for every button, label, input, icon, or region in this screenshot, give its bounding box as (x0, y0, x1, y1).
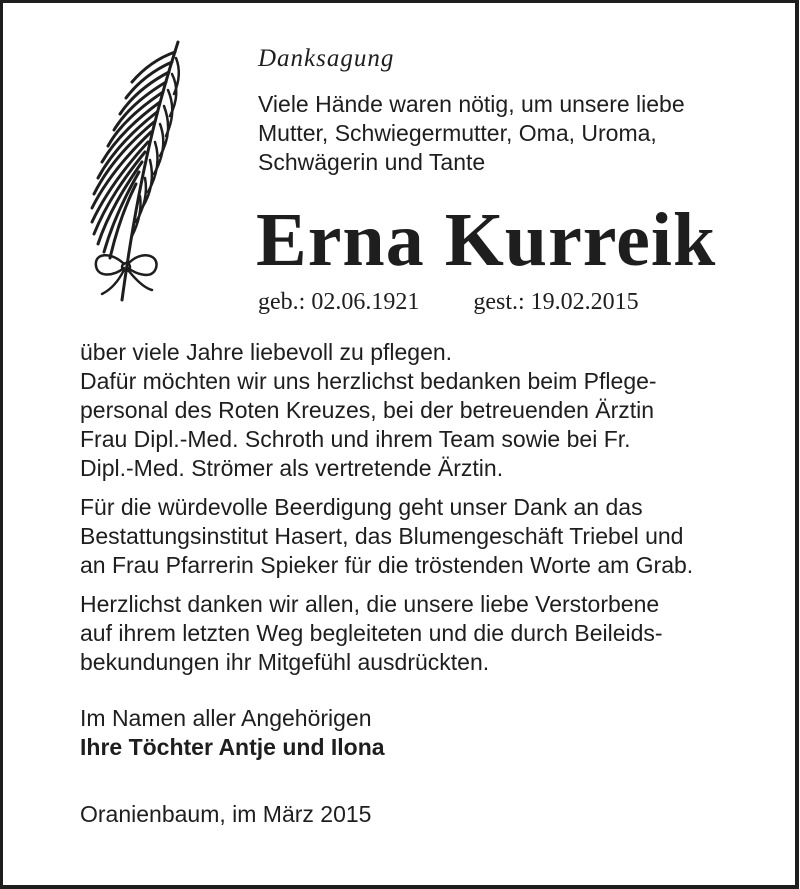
birth-date: geb.: 02.06.1921 (258, 289, 420, 315)
text-line: personal des Roten Kreuzes, bei der betreuenden Ärztin (80, 397, 655, 423)
place-date: Oranienbaum, im März 2015 (80, 801, 372, 827)
paragraph-thanks-mourners (80, 590, 790, 677)
intro-text (258, 90, 778, 177)
notice-heading: Danksagung (258, 45, 395, 72)
text-line: bekundungen ihr Mitgefühl ausdrückten. (80, 649, 490, 675)
text-line: an Frau Pfarrerin Spieker für die tröstenden Worte am Grab. (80, 552, 694, 578)
life-dates (258, 287, 639, 317)
deceased-name: Erna Kurreik (256, 198, 717, 282)
intro-line: Mutter, Schwiegermutter, Oma, Uroma, (258, 120, 657, 146)
signature-names: Ihre Töchter Antje und Ilona (80, 734, 385, 760)
death-date: gest.: 19.02.2015 (473, 289, 639, 315)
intro-line: Viele Hände waren nötig, um unsere liebe (258, 91, 685, 117)
text-line: auf ihrem letzten Weg begleiteten und die durch Beileids- (80, 620, 663, 646)
text-line: Dafür möchten wir uns herzlichst bedanken beim Pflege- (80, 368, 657, 394)
signature-intro: Im Namen aller Angehörigen (80, 705, 372, 731)
text-line: über viele Jahre liebevoll zu pflegen. (80, 339, 453, 365)
text-line: Für die würdevolle Beerdigung geht unser Dank an das (80, 494, 643, 520)
signature-block (80, 704, 385, 762)
paragraph-thanks-care (80, 338, 790, 483)
text-line: Bestattungsinstitut Hasert, das Blumengeschäft Triebel und (80, 523, 684, 549)
notice-body (80, 338, 790, 687)
feather-icon (74, 38, 186, 304)
text-line: Herzlichst danken wir allen, die unsere liebe Verstorbene (80, 591, 660, 617)
intro-line: Schwägerin und Tante (258, 149, 486, 175)
text-line: Dipl.-Med. Strömer als vertretende Ärztin. (80, 455, 504, 481)
text-line: Frau Dipl.-Med. Schroth und ihrem Team sowie bei Fr. (80, 426, 631, 452)
paragraph-thanks-funeral (80, 493, 790, 580)
